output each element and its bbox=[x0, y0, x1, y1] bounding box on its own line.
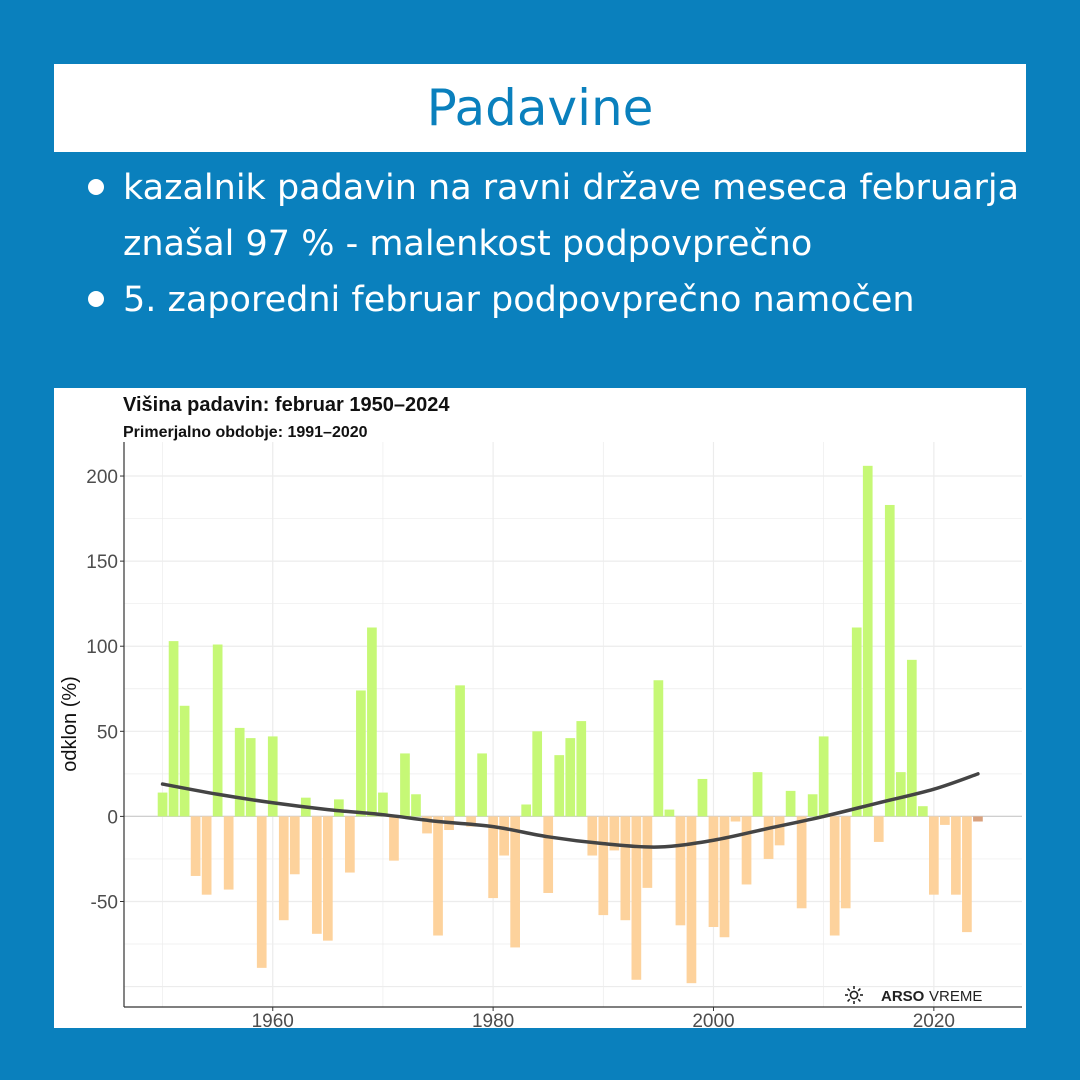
bar-2003 bbox=[742, 816, 752, 884]
bar-1951 bbox=[169, 641, 179, 816]
logo-text-vreme: VREME bbox=[929, 988, 983, 1005]
bar-2007 bbox=[786, 791, 796, 817]
bar-2004 bbox=[753, 772, 763, 816]
bar-1958 bbox=[246, 738, 256, 816]
bar-1989 bbox=[587, 816, 597, 855]
bar-1971 bbox=[389, 816, 399, 860]
bullet-item bbox=[80, 160, 1040, 272]
y-tick-label: 0 bbox=[107, 807, 118, 829]
bullet-item bbox=[80, 272, 1040, 328]
bar-1982 bbox=[510, 816, 520, 947]
bar-1959 bbox=[257, 816, 267, 967]
chart-card bbox=[54, 388, 1026, 1028]
bar-1977 bbox=[455, 685, 465, 816]
bar-1964 bbox=[312, 816, 322, 933]
bar-1985 bbox=[543, 816, 553, 893]
bars bbox=[158, 466, 983, 983]
bar-1975 bbox=[433, 816, 443, 935]
bar-2005 bbox=[764, 816, 774, 859]
bar-1988 bbox=[576, 721, 586, 816]
bar-1972 bbox=[400, 753, 410, 816]
bar-1957 bbox=[235, 728, 245, 816]
x-tick-label: 1980 bbox=[471, 1011, 515, 1028]
bar-1992 bbox=[620, 816, 630, 920]
bar-1997 bbox=[676, 816, 686, 925]
x-tick-label: 2020 bbox=[912, 1011, 955, 1028]
bar-2019 bbox=[918, 806, 928, 816]
bar-1990 bbox=[598, 816, 608, 915]
chart-subtitle: Primerjalno obdobje: 1991–2020 bbox=[123, 424, 368, 441]
bar-2010 bbox=[819, 736, 829, 816]
bar-1952 bbox=[180, 706, 190, 817]
bar-1995 bbox=[654, 680, 664, 816]
bar-1954 bbox=[202, 816, 212, 894]
y-tick-label: 150 bbox=[86, 552, 118, 574]
bar-2006 bbox=[775, 816, 785, 845]
bar-1996 bbox=[665, 810, 675, 817]
bullet-list bbox=[80, 160, 1040, 328]
bar-1994 bbox=[643, 816, 653, 887]
bar-2011 bbox=[830, 816, 840, 935]
y-tick-label: 200 bbox=[86, 467, 118, 489]
sun-weather-icon bbox=[845, 986, 863, 1004]
bar-1998 bbox=[687, 816, 697, 983]
bar-1965 bbox=[323, 816, 333, 940]
bar-1956 bbox=[224, 816, 234, 889]
bar-1953 bbox=[191, 816, 201, 876]
bar-2001 bbox=[720, 816, 730, 937]
x-tick-label: 1960 bbox=[251, 1011, 294, 1028]
bar-2014 bbox=[863, 466, 873, 817]
bar-1968 bbox=[356, 690, 366, 816]
bullet-text: 5. zaporedni februar podpovprečno namočen bbox=[123, 280, 915, 320]
bar-2002 bbox=[731, 816, 741, 821]
bar-1966 bbox=[334, 799, 344, 816]
bar-2021 bbox=[940, 816, 950, 825]
bar-2017 bbox=[896, 772, 906, 816]
bar-2008 bbox=[797, 816, 807, 908]
bar-2023 bbox=[962, 816, 972, 932]
bar-1986 bbox=[554, 755, 564, 816]
bullet-dot-icon bbox=[88, 291, 104, 307]
bar-1983 bbox=[521, 804, 531, 816]
x-tick-label: 2000 bbox=[692, 1011, 735, 1028]
bar-2016 bbox=[885, 505, 895, 816]
bar-2000 bbox=[709, 816, 719, 927]
bullet-text: kazalnik padavin na ravni države meseca februarja znašal 97 % - malenkost podpovprečno bbox=[123, 168, 1020, 264]
bar-1987 bbox=[565, 738, 575, 816]
bar-2009 bbox=[808, 794, 818, 816]
bar-1981 bbox=[499, 816, 509, 855]
bullet-dot-icon bbox=[88, 179, 104, 195]
bar-2022 bbox=[951, 816, 961, 894]
bar-1962 bbox=[290, 816, 300, 874]
chart-title: Višina padavin: februar 1950–2024 bbox=[123, 394, 450, 416]
arso-logo bbox=[845, 986, 982, 1005]
bar-1967 bbox=[345, 816, 355, 872]
y-tick-label: -50 bbox=[90, 892, 118, 914]
bar-2024 bbox=[973, 816, 983, 821]
y-tick-label: 50 bbox=[96, 722, 118, 744]
bar-1973 bbox=[411, 794, 421, 816]
bar-1979 bbox=[477, 753, 487, 816]
bar-1993 bbox=[632, 816, 642, 979]
y-axis-title: odklon (%) bbox=[59, 676, 81, 772]
logo-text-arso: ARSO bbox=[881, 988, 925, 1005]
slide-title-bar bbox=[54, 64, 1026, 152]
precipitation-chart bbox=[54, 388, 1026, 1028]
bar-2013 bbox=[852, 627, 862, 816]
bar-1999 bbox=[698, 779, 708, 816]
y-tick-label: 100 bbox=[86, 637, 118, 659]
bar-1969 bbox=[367, 627, 377, 816]
bar-1961 bbox=[279, 816, 289, 920]
bar-1955 bbox=[213, 645, 223, 817]
bar-1950 bbox=[158, 793, 168, 817]
bar-2020 bbox=[929, 816, 939, 894]
slide-title: Padavine bbox=[426, 79, 654, 137]
bar-2012 bbox=[841, 816, 851, 908]
bar-2015 bbox=[874, 816, 884, 842]
bar-1984 bbox=[532, 731, 542, 816]
